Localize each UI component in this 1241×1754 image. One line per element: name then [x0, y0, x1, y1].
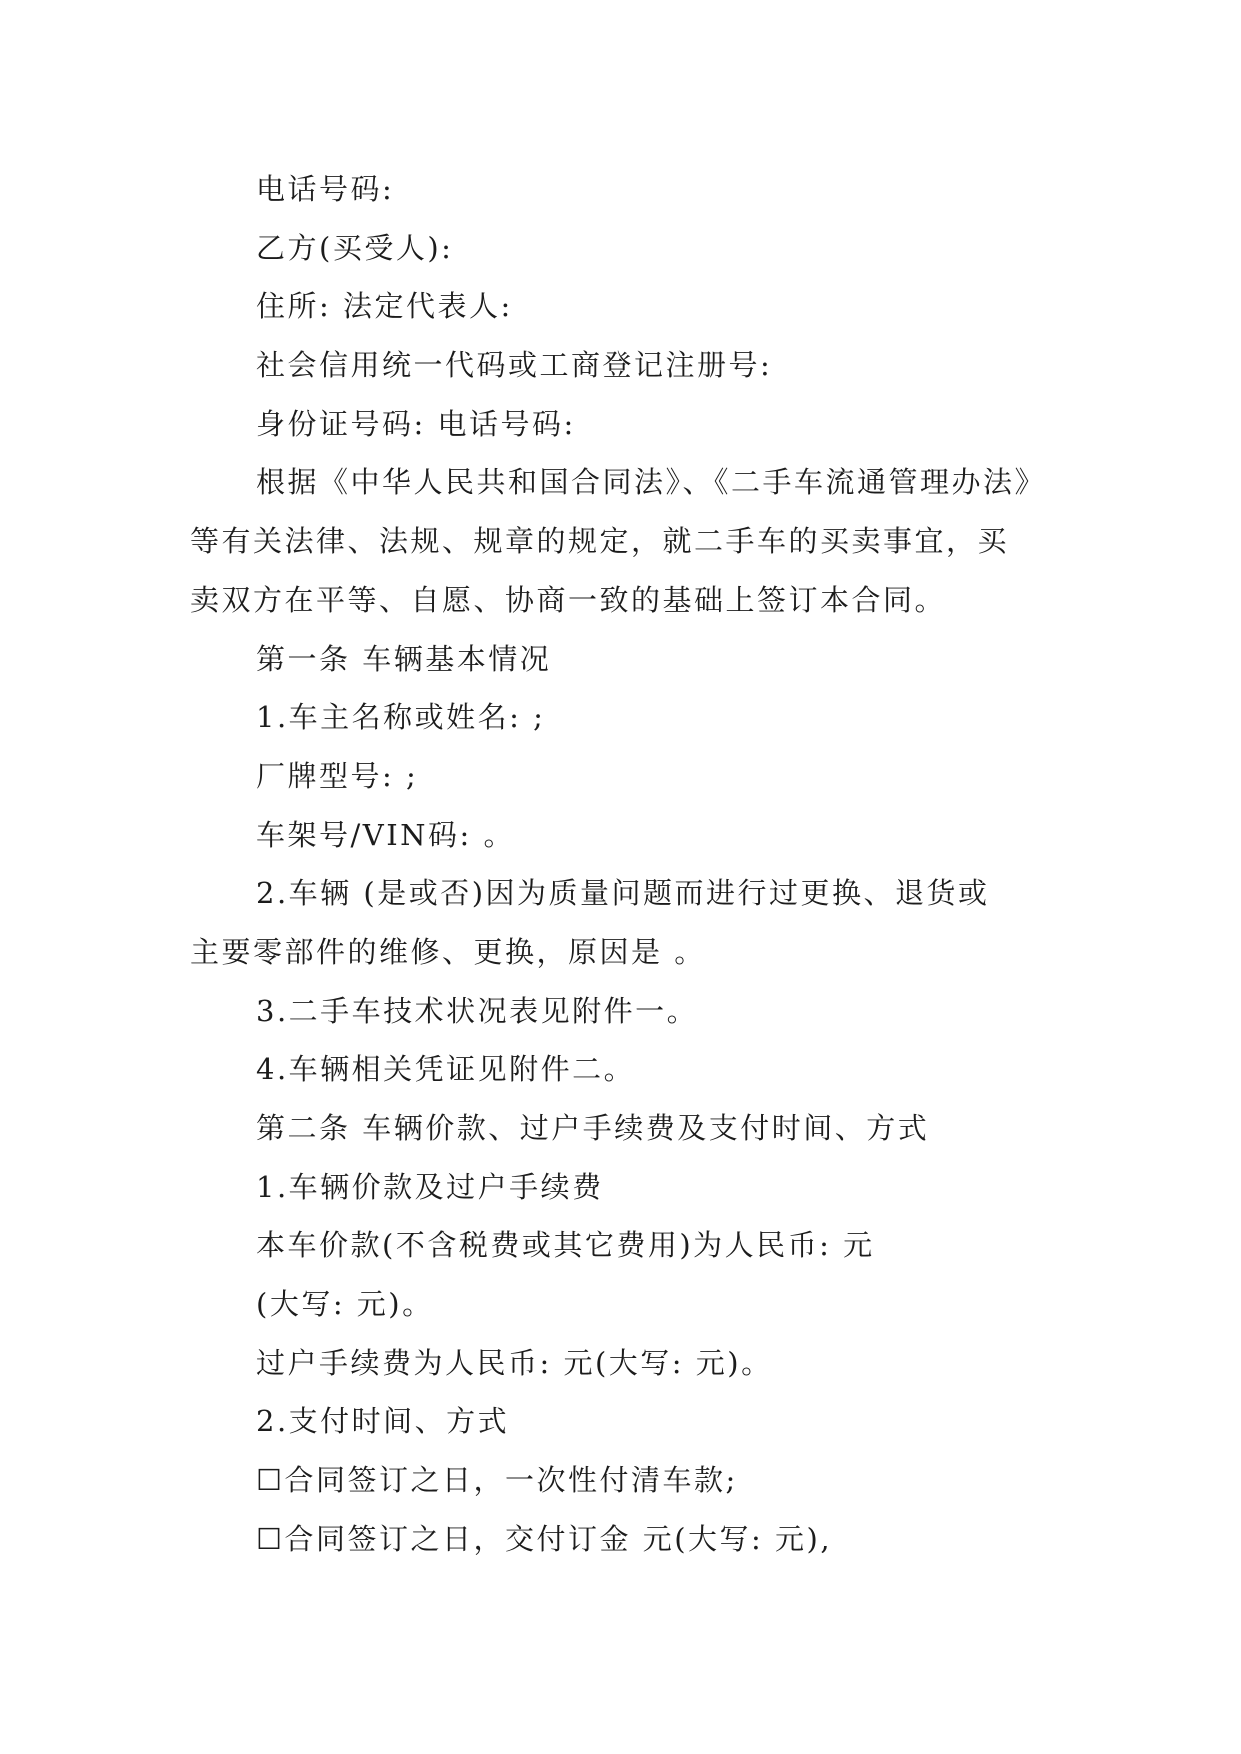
text-line: 本车价款(不含税费或其它费用)为人民币: 元	[256, 1228, 875, 1263]
paragraph-line: 等有关法律、法规、规章的规定，就二手车的买卖事宜，买	[190, 524, 1010, 559]
text-line: 4.车辆相关凭证见附件二。	[256, 1052, 636, 1087]
text-line: 电话号码:	[256, 172, 395, 206]
text-line: 1.车辆价款及过户手续费	[256, 1169, 604, 1204]
text-line: 住所: 法定代表人:	[256, 289, 513, 324]
paragraph-line: 主要零部件的维修、更换，原因是 。	[190, 934, 706, 969]
paragraph-line: 根据《中华人民共和国合同法》、《二手车流通管理办法》	[256, 465, 1047, 500]
text-line: 厂牌型号: ;	[256, 758, 419, 793]
paragraph-line: 卖双方在平等、自愿、协商一致的基础上签订本合同。	[190, 582, 947, 617]
text-line: 过户手续费为人民币: 元(大写: 元)。	[256, 1345, 773, 1380]
paragraph-line: 2.车辆 (是或否)因为质量问题而进行过更换、退货或	[256, 876, 990, 911]
checkbox-option-line: ☐合同签订之日，一次性付清车款;	[256, 1463, 738, 1498]
text-line: 车架号/VIN码: 。	[256, 817, 516, 852]
text-line: 乙方(买受人):	[256, 230, 454, 265]
section-heading: 第二条 车辆价款、过户手续费及支付时间、方式	[256, 1111, 930, 1145]
document-body	[190, 160, 1056, 1569]
text-line: 2.支付时间、方式	[256, 1404, 510, 1439]
section-heading: 第一条 车辆基本情况	[256, 641, 552, 676]
checkbox-option-line: ☐合同签订之日，交付订金 元(大写: 元),	[256, 1521, 833, 1556]
text-line: 3.二手车技术状况表见附件一。	[256, 993, 699, 1028]
text-line: 1.车主名称或姓名: ;	[256, 700, 546, 735]
text-line: 社会信用统一代码或工商登记注册号:	[256, 348, 773, 383]
text-line: 身份证号码: 电话号码:	[256, 406, 576, 441]
text-line: (大写: 元)。	[256, 1287, 434, 1322]
